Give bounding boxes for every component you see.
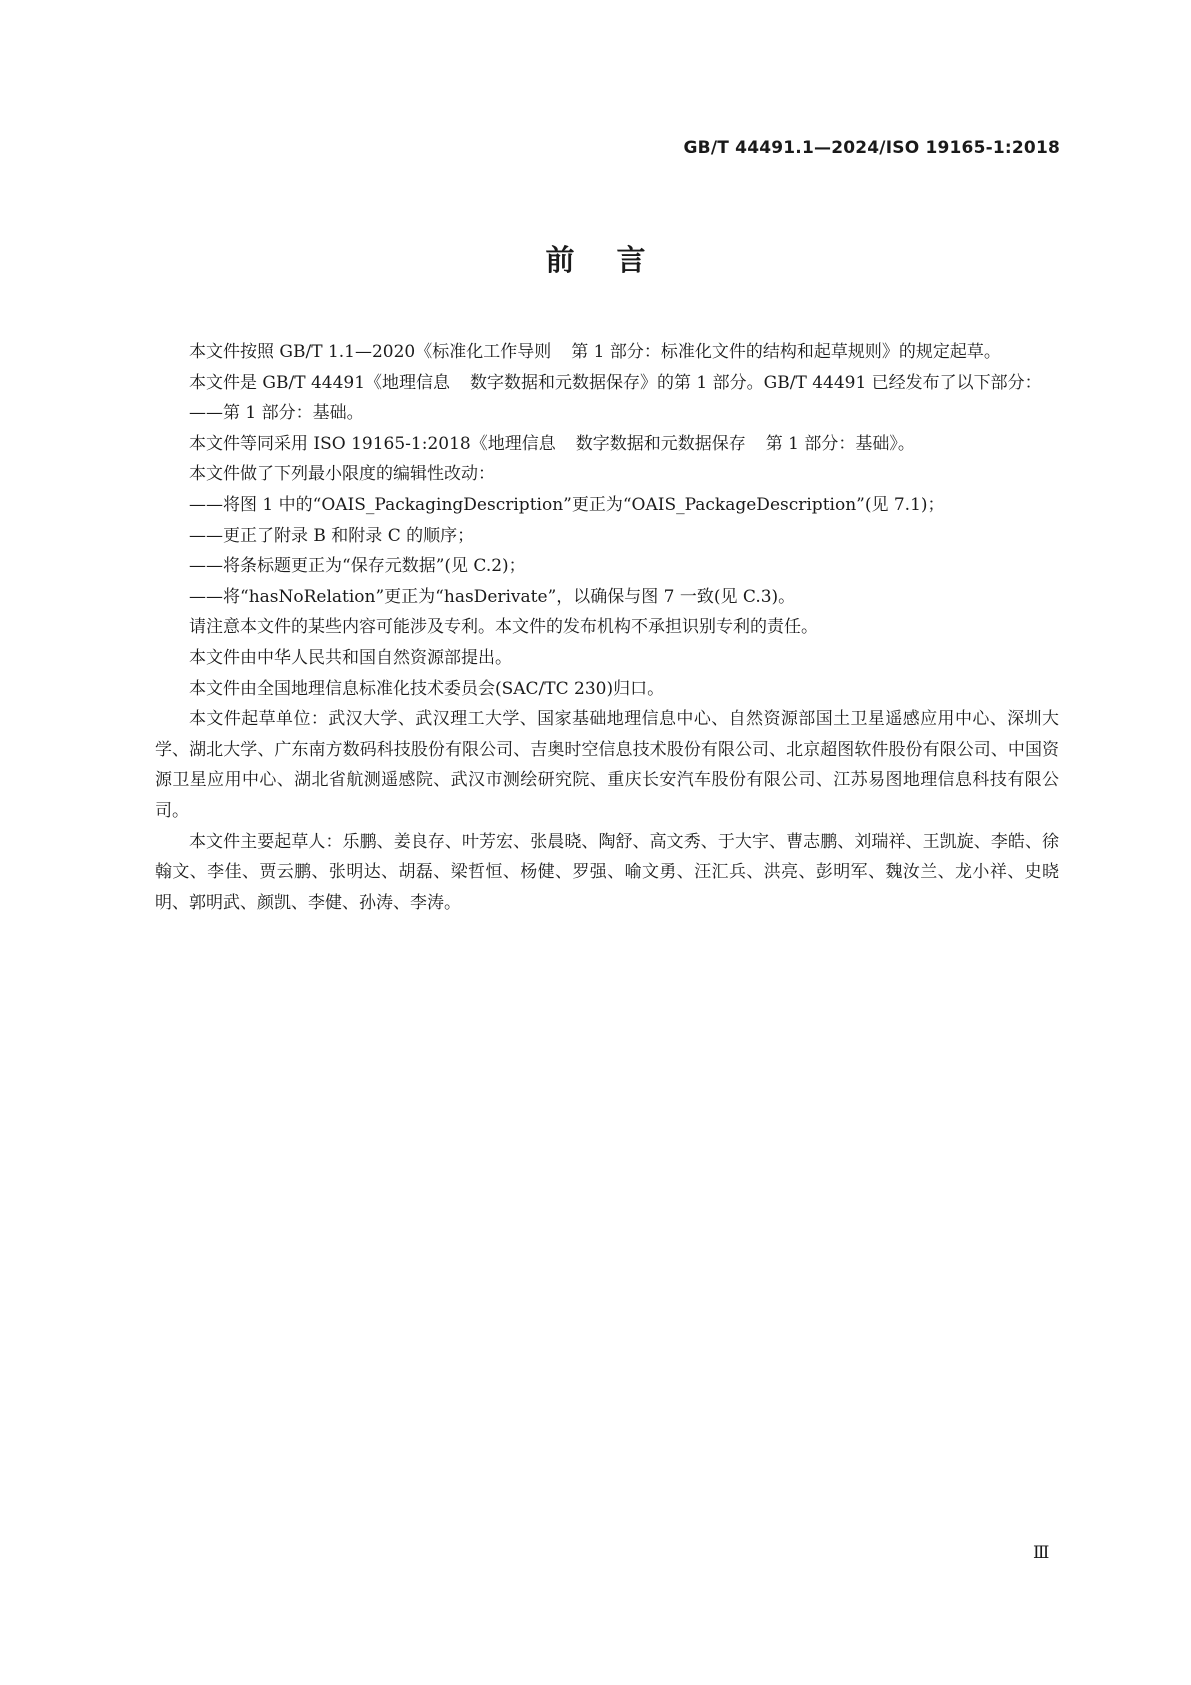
paragraph-drafting-rules: 本文件按照 GB/T 1.1—2020《标准化工作导则 第 1 部分：标准化文件的结构和起草规则》的规定起草。: [189, 342, 1001, 362]
paragraph-proposer: 本文件由中华人民共和国自然资源部提出。: [189, 647, 512, 668]
paragraph-drafters: 本文件主要起草人：乐鹏、姜良存、叶芳宏、张晨晓、陶舒、高文秀、于大宇、曹志鹏、刘瑞祥、王凯旋、李皓、徐翰文、李佳、贾云鹏、张明达、胡磊、梁哲恒、杨健、罗强、喻文勇、汪汇兵、洪亮、彭明军、魏汝兰、龙小祥、史晓明、郭明武、颜凯、李健、孙涛、李涛。: [155, 831, 1059, 913]
paragraph-drafting-units: 本文件起草单位：武汉大学、武汉理工大学、国家基础地理信息中心、自然资源部国土卫星遥感应用中心、深圳大学、湖北大学、广东南方数码科技股份有限公司、吉奥时空信息技术股份有限公司、北京超图软件股份有限公司、中国资源卫星应用中心、湖北省航测遥感院、武汉市测绘研究院、重庆长安汽车股份有限公司、江苏易图地理信息科技有限公司。: [155, 709, 1059, 821]
list-item-change-3: ——将条标题更正为“保存元数据”(见 C.2)；: [189, 556, 526, 577]
list-item-change-1: ——将图 1 中的“OAIS_PackagingDescription”更正为“OAIS_PackageDescription”(见 7.1)；: [189, 494, 945, 515]
paragraph-editorial-changes: 本文件做了下列最小限度的编辑性改动：: [189, 464, 495, 485]
paragraph-patent-notice: 请注意本文件的某些内容可能涉及专利。本文件的发布机构不承担识别专利的责任。: [189, 617, 818, 638]
list-item-part-1: ——第 1 部分：基础。: [189, 403, 364, 424]
standard-code-header: GB/T 44491.1—2024/ISO 19165-1:2018: [683, 138, 1060, 158]
page-number: Ⅲ: [1033, 1543, 1050, 1563]
page-title: 前言: [545, 243, 688, 277]
document-body: [155, 337, 1059, 918]
paragraph-committee: 本文件由全国地理信息标准化技术委员会(SAC/TC 230)归口。: [189, 678, 665, 699]
list-item-change-4: ——将“hasNoRelation”更正为“hasDerivate”，以确保与图 7 一致(见 C.3)。: [189, 586, 796, 607]
list-item-change-2: ——更正了附录 B 和附录 C 的顺序；: [189, 525, 475, 546]
paragraph-iso-adoption: 本文件等同采用 ISO 19165-1:2018《地理信息 数字数据和元数据保存 第 1 部分：基础》。: [189, 433, 915, 454]
paragraph-series-info: 本文件是 GB/T 44491《地理信息 数字数据和元数据保存》的第 1 部分。GB/T 44491 已经发布了以下部分：: [189, 372, 1042, 393]
